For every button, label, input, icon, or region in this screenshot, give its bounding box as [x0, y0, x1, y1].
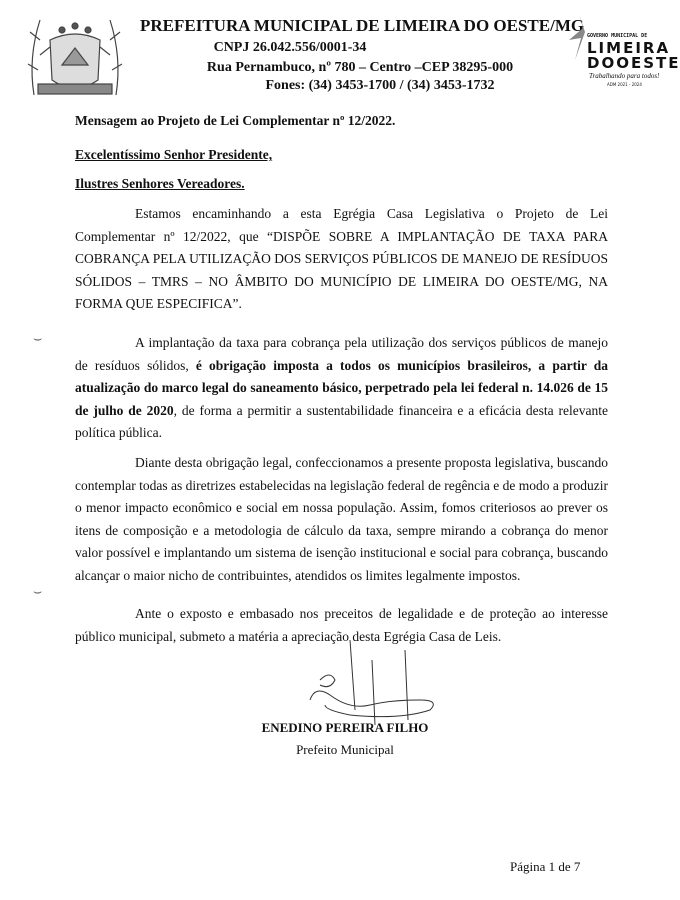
margin-mark: ⌣ [33, 585, 43, 600]
government-brand-logo: GOVERNO MUNICIPAL DE LIMEIRA DOOESTE Trabalhando para todos! ADM 2021 - 2024 [565, 10, 656, 90]
salutation-councilors: Ilustres Senhores Vereadores. [75, 176, 245, 191]
header-phones: Fones: (34) 3453-1700 / (34) 3453-1732 [265, 78, 495, 93]
margin-mark: ⌣ [33, 332, 43, 347]
salutation-president: Excelentíssimo Senhor Presidente, [75, 147, 273, 162]
paragraph-3: Diante desta obrigação legal, confeccionamos a presente proposta legislativa, buscando contemplar todas as diretrizes estabelecidas na legislação federal de regência e de modo a produzir o menor impacto econômico e social em nossa população. Assim, fomos criteriosos ao prever os itens de composição e a metodologia de cálculo da taxa, sempre mirando a cobrança do menor valor possível e implantando um sistema de isenção institucional e social para cobrança, buscando alcançar o maior nicho de contribuintes, atendidos os limites legalmente impostos. [75, 455, 608, 583]
paragraph-1: Estamos encaminhando a esta Egrégia Casa Legislativa o Projeto de Lei Complementar nº 12/2022, que “DISPÕE SOBRE A IMPLANTAÇÃO DE TAXA PARA COBRANÇA PELA UTILIZAÇÃO DOS SERVIÇOS PÚBLICOS DE MANEJO DE RESÍDUOS SÓLIDOS – TMRS – NO ÂMBITO DO MUNICÍPIO DE LIMEIRA DO OESTE/MG, NA FORMA QUE ESPECIFICA”. [75, 206, 608, 312]
document-subject: Mensagem ao Projeto de Lei Complementar nº 12/2022. [75, 113, 396, 128]
header-title: PREFEITURA MUNICIPAL DE LIMEIRA DO OESTE/MG [140, 16, 585, 35]
header-cnpj: CNPJ 26.042.556/0001-34 [213, 40, 367, 55]
municipal-coat-of-arms-logo [20, 10, 130, 102]
signatory-role: Prefeito Municipal [296, 742, 394, 757]
star-figure-icon [565, 10, 589, 80]
paragraph-2: A implantação da taxa para cobrança pela utilização dos serviços públicos de manejo de resíduos sólidos, é obrigação imposta a todos os municípios brasileiros, a partir da atualização do marco legal do saneamento básico, perpetrado pela lei federal n. 14.026 de 15 de julho de 2020, de forma a permitir a sustentabilidade financeira e a eficácia desta relevante política pública. [75, 335, 609, 441]
header-address: Rua Pernambuco, nº 780 – Centro –CEP 38295-000 [206, 60, 514, 75]
page-number: Página 1 de 7 [510, 859, 581, 874]
signatory-name: ENEDINO PEREIRA FILHO [261, 720, 429, 735]
paragraph-4: Ante o exposto e embasado nos preceitos de legalidade e de proteção ao interesse público municipal, submeto a matéria a apreciação desta Egrégia Casa de Leis. [75, 606, 608, 644]
handwritten-signature [300, 640, 450, 730]
